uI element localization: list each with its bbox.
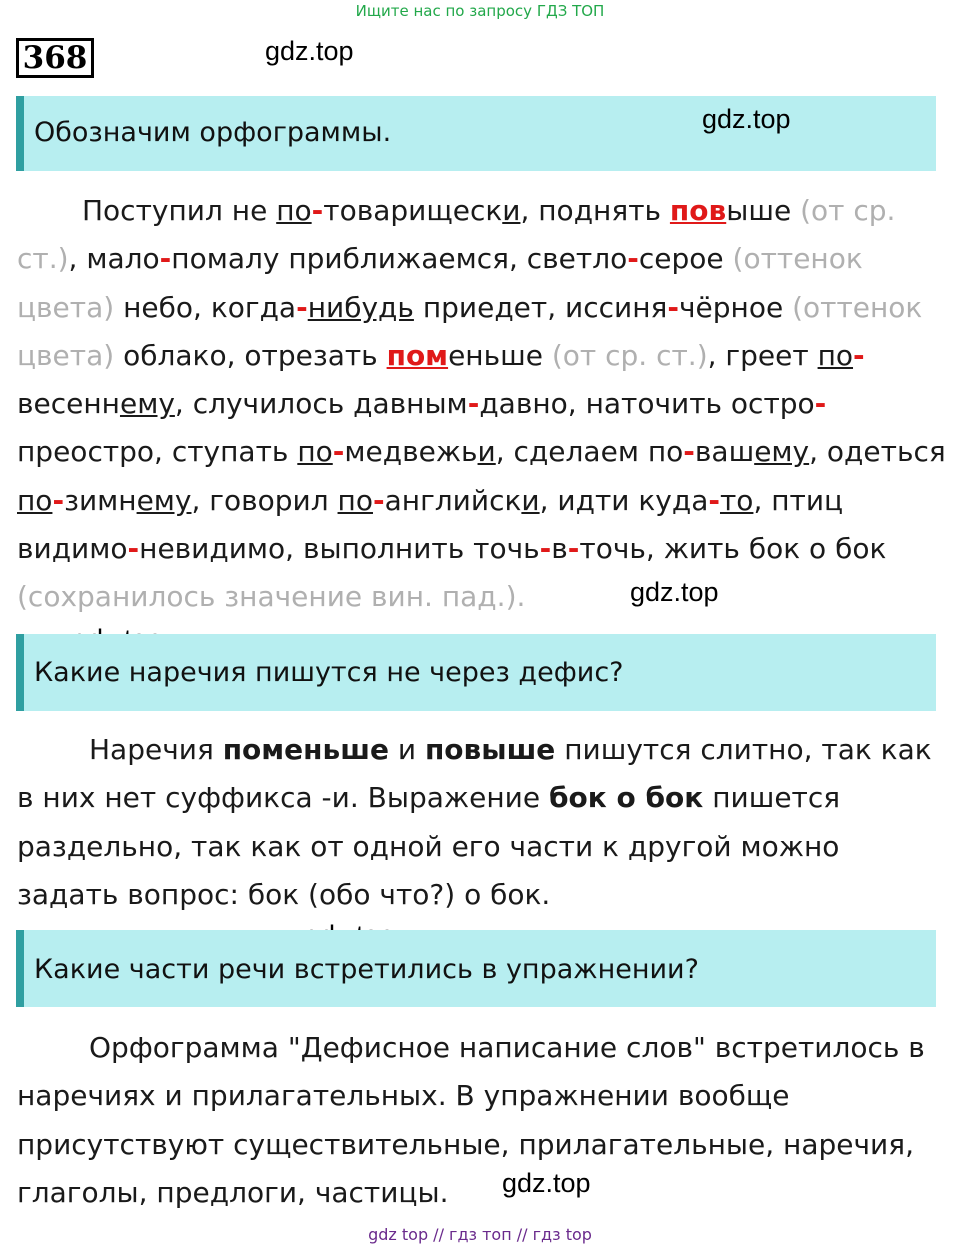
highlighted-prefix: пов: [669, 194, 727, 227]
text-run: пишутся слитно, так как в них нет суффикса -и. Выражение: [17, 733, 932, 815]
bold-term: повыше: [424, 733, 556, 766]
answer-paragraph: Орфограмма "Дефисное написание слов" встретилось в наречиях и прилагательных. В упражнении вообще присутствуют существительные, прилагательные, наречия, глаголы, предлоги, частицы.: [17, 1031, 925, 1209]
text-run: Наречия: [89, 733, 223, 766]
text-run: , говорил: [191, 483, 338, 517]
hyphen-mark: -: [52, 483, 65, 517]
hyphen-mark: -: [814, 387, 827, 421]
underlined-morpheme: и: [502, 194, 521, 227]
text-run: еньше: [448, 338, 552, 372]
text-run: в: [551, 532, 568, 566]
note-text: (сохранилось значение вин. пад.).: [17, 580, 526, 614]
bold-term: бок о бок: [548, 781, 704, 815]
hyphen-mark: -: [159, 242, 172, 276]
question-box-1: [16, 96, 936, 171]
hyphen-mark: -: [667, 290, 679, 324]
text-run: точь, жить бок: [579, 532, 810, 566]
text-run: серое: [638, 242, 733, 276]
hyphen-mark: -: [311, 194, 324, 227]
hyphen-mark: -: [708, 483, 720, 517]
question-text: Какие части речи встретились в упражнении?: [34, 954, 699, 985]
text-run: , поднять: [520, 194, 670, 227]
answer-block-1: [17, 726, 947, 919]
text-run: товарищеск: [323, 194, 503, 227]
text-run: , птиц видимо: [17, 483, 844, 566]
underlined-morpheme: ему: [119, 387, 175, 421]
text-run: , мало: [68, 242, 160, 276]
text-run: преостро, ступать: [17, 435, 298, 469]
watermark: gdz.top: [502, 1168, 591, 1198]
text-run: о бок: [809, 532, 887, 566]
question-box-2: [16, 634, 936, 711]
text-run: Поступил не: [82, 194, 277, 227]
note-text: (оттенок цвета): [17, 290, 923, 372]
question-box-3: [16, 930, 936, 1007]
underlined-morpheme: по: [297, 435, 333, 469]
hyphen-mark: -: [627, 242, 639, 276]
text-run: , греет: [707, 338, 818, 372]
hyphen-mark: -: [332, 435, 345, 469]
top-banner[interactable]: Ищите нас по запросу ГДЗ ТОП: [355, 2, 605, 20]
bold-term: поменьше: [222, 733, 389, 766]
hyphen-mark: -: [467, 387, 480, 421]
underlined-morpheme: ему: [754, 435, 810, 469]
text-run: весенн: [17, 387, 120, 421]
hyphen-mark: -: [296, 290, 308, 324]
underlined-morpheme: по: [276, 194, 312, 227]
question-text: Какие наречия пишутся не через дефис?: [34, 657, 624, 688]
underlined-morpheme: нибудь: [307, 290, 414, 324]
text-run: ваш: [694, 435, 755, 469]
underlined-morpheme: по: [817, 338, 854, 372]
underlined-morpheme: и: [521, 483, 540, 517]
underlined-morpheme: и: [477, 435, 496, 469]
note-text: (от ср. ст.): [551, 338, 708, 372]
exercise-number: 368: [16, 38, 94, 78]
note-text: (оттенок цвета): [17, 242, 863, 324]
hyphen-mark: -: [127, 532, 140, 566]
text-run: , одеться: [809, 435, 946, 469]
hyphen-mark: -: [372, 483, 385, 517]
text-run: невидимо, выполнить точь: [139, 532, 540, 566]
text-run: зимн: [64, 483, 137, 517]
text-run: чёрное: [678, 290, 793, 324]
text-run: давно, наточить остро: [479, 387, 815, 421]
hyphen-mark: -: [567, 532, 580, 566]
text-run: , случилось давным: [174, 387, 468, 421]
text-run: приедет, иссиня: [413, 290, 668, 324]
question-text: Обозначим орфограммы.: [34, 117, 392, 148]
text-run: медвежь: [344, 435, 478, 469]
underlined-morpheme: по: [337, 483, 373, 517]
hyphen-mark: -: [539, 532, 552, 566]
text-run: и: [388, 733, 425, 766]
underlined-morpheme: по: [17, 483, 53, 517]
text-run: ыше: [726, 194, 801, 227]
exercise-text: [17, 187, 947, 622]
watermark: gdz.top: [702, 104, 791, 134]
watermark: gdz.top: [265, 36, 354, 66]
footer-links[interactable]: gdz top // гдз топ // гдз top: [368, 1225, 592, 1244]
hyphen-mark: -: [683, 435, 695, 469]
text-run: помалу приближаемся, светло: [171, 242, 628, 276]
watermark: gdz.top: [630, 577, 719, 607]
text-run: небо, когда: [114, 290, 297, 324]
answer-paragraph: [17, 726, 947, 919]
answer-block-2: [17, 1024, 947, 1217]
text-run: , идти куда: [539, 483, 709, 517]
text-run: пишется раздельно, так как от одной его части к другой можно задать вопрос: бок (обо что?) о бок.: [17, 781, 841, 911]
hyphen-mark: -: [853, 338, 865, 372]
text-run: , сделаем по: [495, 435, 684, 469]
exercise-paragraph: [17, 187, 947, 622]
underlined-morpheme: ему: [136, 483, 192, 517]
underlined-morpheme: то: [719, 483, 754, 517]
highlighted-prefix: пом: [386, 338, 449, 372]
text-run: английск: [384, 483, 522, 517]
text-run: облако, отрезать: [114, 338, 387, 372]
note-text: (от ср. ст.): [17, 194, 896, 276]
